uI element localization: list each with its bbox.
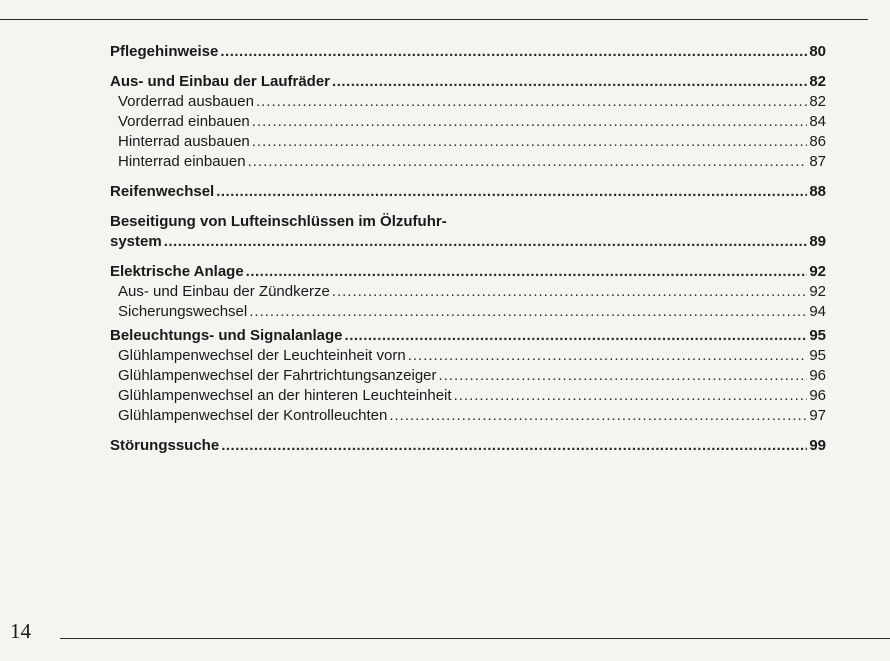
- toc-entry-title: Glühlampenwechsel an der hinteren Leuchteinheit: [118, 387, 452, 404]
- toc-subentry-hinterrad-ausbauen: [110, 132, 826, 152]
- toc-entry-page: 95: [809, 347, 826, 364]
- toc-entry-page: 86: [809, 133, 826, 150]
- dot-leader: [246, 262, 808, 282]
- toc-entry-beleuchtung: [110, 326, 826, 346]
- toc-subentry-vorderrad-einbauen: [110, 112, 826, 132]
- dot-leader: [389, 406, 807, 426]
- toc-entry-title: Vorderrad einbauen: [118, 113, 250, 130]
- toc-entry-page: 84: [809, 113, 826, 130]
- toc-entry-title: Elektrische Anlage: [110, 263, 244, 280]
- toc-entry-pflegehinweise: [110, 42, 826, 62]
- toc-subentry-lampe-vorn: [110, 346, 826, 366]
- toc-entry-page: 92: [809, 263, 826, 280]
- page-number: 14: [10, 619, 31, 643]
- toc-entry-title: Hinterrad einbauen: [118, 153, 246, 170]
- toc-entry-page: 88: [809, 183, 826, 200]
- toc-entry-title: Pflegehinweise: [110, 43, 219, 60]
- toc-entry-page: 92: [809, 283, 826, 300]
- toc-entry-page: 82: [809, 73, 826, 90]
- toc-entry-page: 94: [809, 303, 826, 320]
- toc-entry-title: Aus- und Einbau der Laufräder: [110, 73, 331, 90]
- toc-entry-title: Glühlampenwechsel der Leuchteinheit vorn: [118, 347, 406, 364]
- toc-entry-title: Vorderrad ausbauen: [118, 93, 254, 110]
- toc-subentry-lampe-hinten: [110, 386, 826, 406]
- toc-entry-title: Störungssuche: [110, 437, 220, 454]
- toc-entry-reifenwechsel: [110, 182, 826, 202]
- toc-entry-page: 95: [809, 327, 826, 344]
- toc-entry-title: Glühlampenwechsel der Kontrolleuchten: [118, 407, 388, 424]
- toc-entry-title: Reifenwechsel: [110, 183, 215, 200]
- toc-subentry-vorderrad-ausbauen: [110, 92, 826, 112]
- toc-entry-page: 96: [809, 367, 826, 384]
- toc-entry-page: 80: [809, 43, 826, 60]
- dot-leader: [220, 42, 807, 62]
- toc-entry-page: 89: [809, 233, 826, 250]
- toc-entry-elektrische-anlage: [110, 262, 826, 282]
- toc-entry-page: 99: [809, 437, 826, 454]
- toc-subentry-lampe-kontroll: [110, 406, 826, 426]
- dot-leader: [221, 436, 807, 456]
- footer-rule: [60, 638, 890, 639]
- toc-entry-stoerungssuche: [110, 436, 826, 456]
- table-of-contents: [110, 42, 826, 456]
- header-rule: [0, 19, 868, 20]
- toc-entry-title: Hinterrad ausbauen: [118, 133, 250, 150]
- toc-subentry-zuendkerze: [110, 282, 826, 302]
- toc-entry-page: 87: [809, 153, 826, 170]
- toc-entry-title: Beleuchtungs- und Signalanlage: [110, 327, 343, 344]
- toc-entry-title: Aus- und Einbau der Zündkerze: [118, 283, 330, 300]
- toc-entry-title: Sicherungswechsel: [118, 303, 248, 320]
- dot-leader: [256, 92, 807, 112]
- toc-entry-page: 82: [809, 93, 826, 110]
- dot-leader: [408, 346, 808, 366]
- dot-leader: [252, 132, 808, 152]
- toc-entry-lufteinschluesse: [110, 232, 826, 252]
- dot-leader: [454, 386, 808, 406]
- toc-subentry-sicherungswechsel: [110, 302, 826, 322]
- toc-subentry-hinterrad-einbauen: [110, 152, 826, 172]
- toc-entry-page: 96: [809, 387, 826, 404]
- toc-entry-title: system: [110, 233, 162, 250]
- toc-entry-title-line1: Beseitigung von Lufteinschlüssen im Ölzufuhr-: [110, 213, 447, 230]
- toc-subentry-lampe-fahrtrichtung: [110, 366, 826, 386]
- toc-entry-page: 97: [809, 407, 826, 424]
- dot-leader: [332, 72, 807, 92]
- dot-leader: [249, 302, 807, 322]
- dot-leader: [332, 282, 808, 302]
- toc-entry-laufraeder: [110, 72, 826, 92]
- dot-leader: [345, 326, 808, 346]
- dot-leader: [248, 152, 808, 172]
- dot-leader: [164, 232, 808, 252]
- dot-leader: [439, 366, 808, 386]
- toc-entry-title: Glühlampenwechsel der Fahrtrichtungsanzeiger: [118, 367, 437, 384]
- dot-leader: [216, 182, 807, 202]
- dot-leader: [252, 112, 808, 132]
